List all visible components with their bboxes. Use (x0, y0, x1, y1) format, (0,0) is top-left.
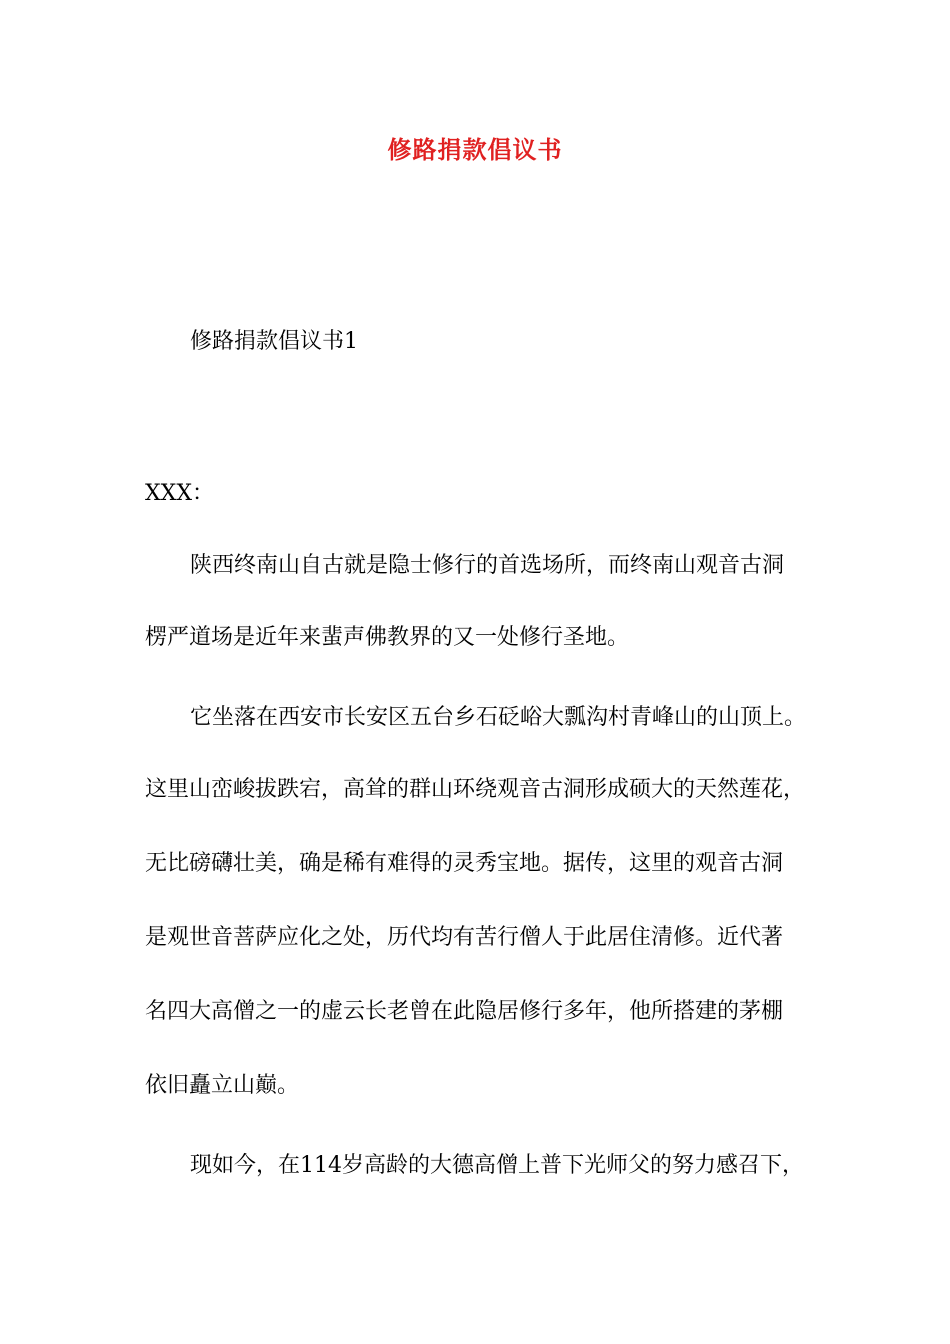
document-title: 修路捐款倡议书 (387, 135, 563, 164)
salutation: XXX： (145, 481, 214, 506)
paragraph-line: 它坐落在西安市长安区五台乡石砭峪大瓢沟村青峰山的山顶上。 (190, 705, 807, 730)
paragraph-line: 是观世音菩萨应化之处，历代均有苦行僧人于此居住清修。近代著 (145, 925, 784, 950)
paragraph-line: 无比磅礴壮美，确是稀有难得的灵秀宝地。据传，这里的观音古洞 (145, 851, 784, 876)
paragraph-line: 现如今，在114岁高龄的大德高僧上普下光师父的努力感召下， (190, 1153, 804, 1178)
paragraph-line: 这里山峦峻拔跌宕，高耸的群山环绕观音古洞形成硕大的天然莲花， (145, 777, 806, 802)
paragraph-line: 名四大高僧之一的虚云长老曾在此隐居修行多年，他所搭建的茅棚 (145, 999, 784, 1024)
section-heading: 修路捐款倡议书1 (190, 329, 358, 354)
paragraph-line: 依旧矗立山巅。 (145, 1073, 300, 1098)
paragraph-line: 楞严道场是近年来蜚声佛教界的又一处修行圣地。 (145, 625, 630, 650)
paragraph-line: 陕西终南山自古就是隐士修行的首选场所，而终南山观音古洞 (190, 553, 785, 578)
